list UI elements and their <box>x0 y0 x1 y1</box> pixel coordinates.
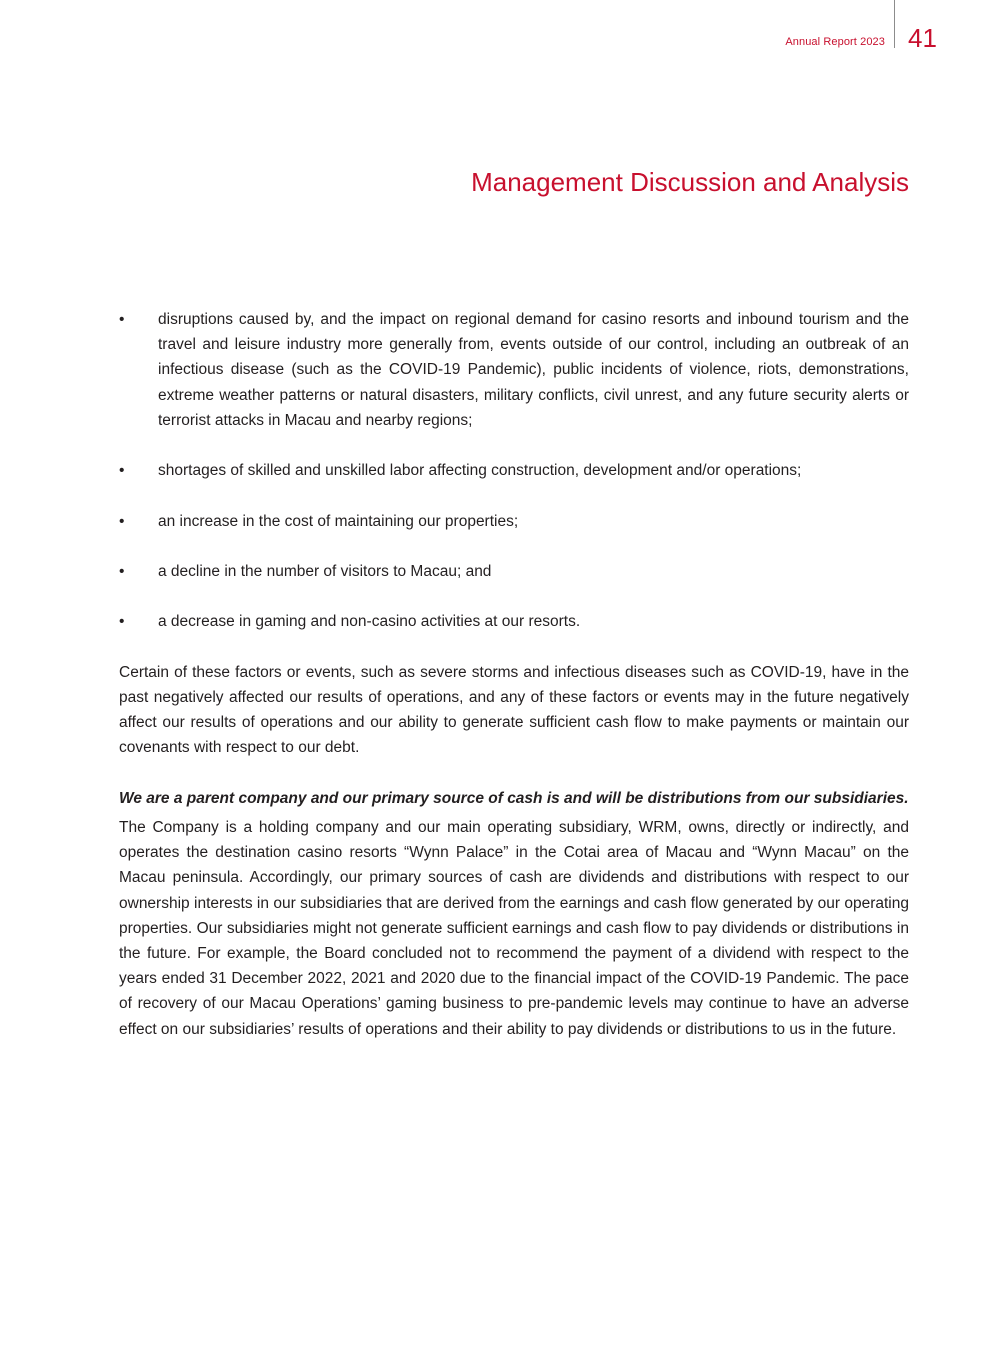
page-header <box>0 0 1006 60</box>
list-item-text: disruptions caused by, and the impact on regional demand for casino resorts and inbound tourism and the travel and leisure industry more generally from, events outside of our control, including an outbreak of an infectious disease (such as the COVID-19 Pandemic), public incidents of violence, riots, demonstrations, extreme weather patterns or natural disasters, military conflicts, civil unrest, and any future security alerts or terrorist attacks in Macau and nearby regions; <box>158 311 909 429</box>
bullet-icon: • <box>119 613 125 631</box>
list-item <box>119 509 909 534</box>
list-item-text: a decrease in gaming and non-casino activities at our resorts. <box>158 613 581 631</box>
report-label: Annual Report 2023 <box>785 36 885 48</box>
list-item-text: shortages of skilled and unskilled labor affecting construction, development and/or operations; <box>158 462 802 480</box>
bullet-icon: • <box>119 512 125 530</box>
main-content <box>119 307 909 1042</box>
list-item-text: an increase in the cost of maintaining our properties; <box>158 512 519 530</box>
factors-paragraph: Certain of these factors or events, such as severe storms and infectious diseases such as COVID-19, have in the past negatively affected our results of operations, and any of these factors or events may in the future negatively affect our results of operations and our ability to generate sufficient cash flow to make payments or maintain our covenants with respect to our debt. <box>119 663 909 757</box>
risk-body-paragraph: The Company is a holding company and our main operating subsidiary, WRM, owns, directly or indirectly, and operates the destination casino resorts “Wynn Palace” in the Cotai area of Macau and “Wynn Macau” on the Macau peninsula. Accordingly, our primary sources of cash are dividends and distributions with respect to our ownership interests in our subsidiaries that are derived from the earnings and cash flow generated by our operating properties. Our subsidiaries might not generate sufficient earnings and cash flow to pay dividends or distributions in the future. For example, the Board concluded not to recommend the payment of a dividend with respect to the years ended 31 December 2022, 2021 and 2020 due to the financial impact of the COVID-19 Pandemic. The pace of recovery of our Macau Operations’ gaming business to pre-pandemic levels may continue to have an adverse effect on our subsidiaries’ results of operations and their ability to pay dividends or distributions to us in the future. <box>119 818 909 1038</box>
page-number: 41 <box>908 23 937 53</box>
bullet-icon: • <box>119 562 125 580</box>
bullet-icon: • <box>119 462 125 480</box>
section-title: Management Discussion and Analysis <box>471 167 909 197</box>
risk-subheading: We are a parent company and our primary source of cash is and will be distributions from our subsidiaries. <box>119 789 909 807</box>
list-item <box>119 559 909 584</box>
risk-factor-list <box>119 307 909 635</box>
list-item <box>119 307 909 433</box>
header-divider <box>894 0 895 48</box>
list-item-text: a decline in the number of visitors to Macau; and <box>158 562 492 580</box>
list-item <box>119 458 909 483</box>
list-item <box>119 609 909 634</box>
bullet-icon: • <box>119 311 125 328</box>
